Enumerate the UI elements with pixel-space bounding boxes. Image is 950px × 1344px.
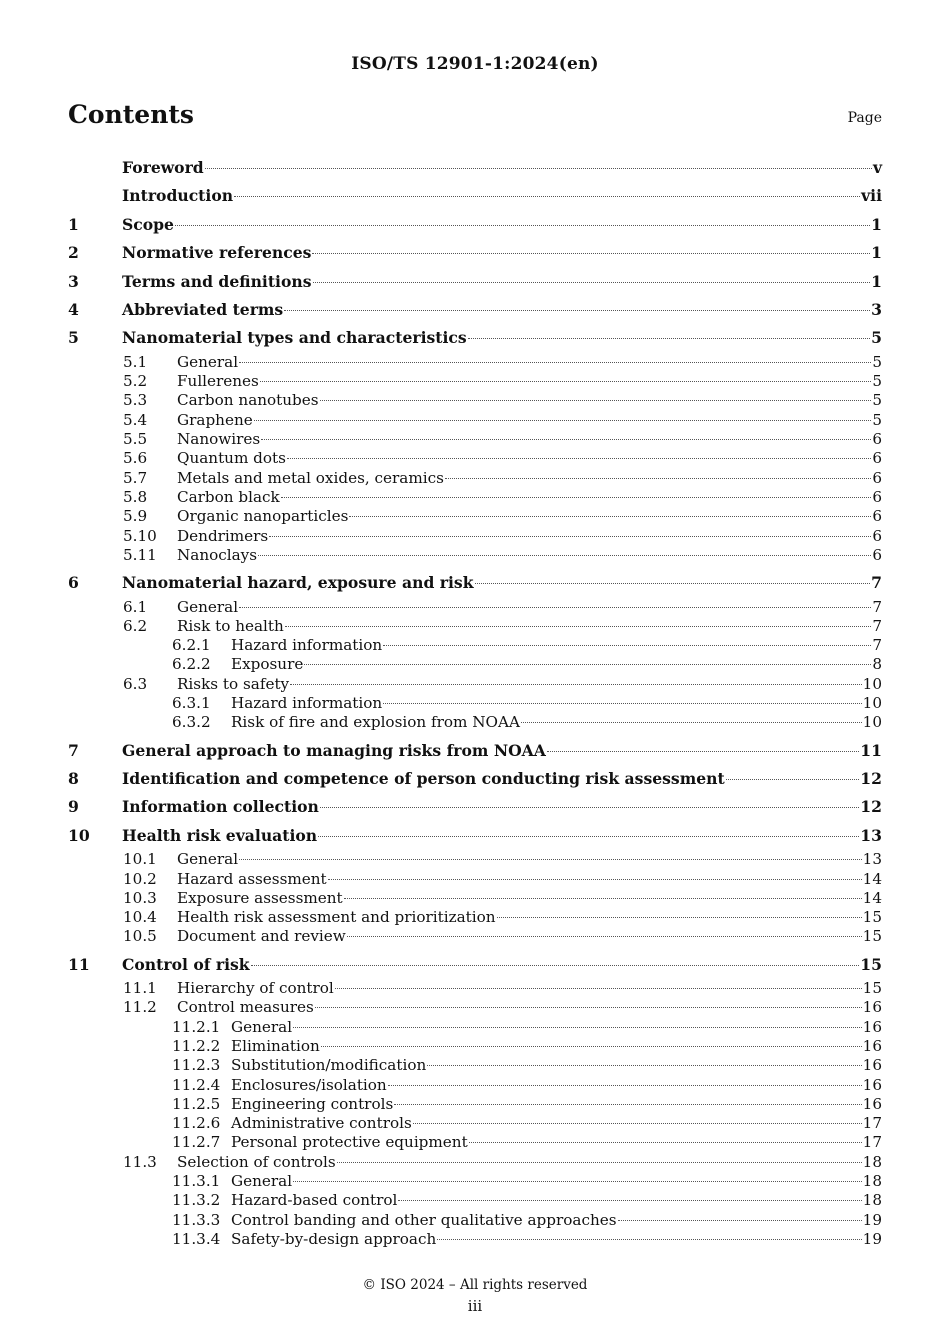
toc-entry-number: 11.2.7 [172, 1133, 221, 1152]
toc-entry-number: 5.10 [123, 526, 157, 545]
toc-entry-page: 17 [862, 1114, 882, 1133]
toc-entry-number: 5.3 [123, 391, 148, 410]
toc-entry[interactable] [68, 469, 882, 488]
toc-entry-page: 8 [872, 655, 882, 674]
toc-entry-title: Fullerenes [177, 372, 259, 391]
toc-entry-page: 16 [862, 998, 882, 1017]
toc-entry-page: 13 [862, 850, 882, 869]
dot-leader [254, 420, 872, 421]
toc-entry-page: 15 [862, 979, 882, 998]
toc-entry[interactable] [68, 411, 882, 430]
dot-leader [547, 751, 859, 752]
toc-entry-title: Selection of controls [177, 1152, 336, 1171]
toc-entry-title: Identification and competence of person conducting risk assessment [122, 769, 725, 788]
toc-entry-number: 11.2 [123, 998, 157, 1017]
dot-leader [293, 1027, 862, 1028]
toc-entry-number: 5.8 [123, 487, 148, 506]
toc-entry-page: 10 [862, 713, 882, 732]
toc-entry-page: 16 [862, 1075, 882, 1094]
dot-leader [281, 497, 872, 498]
toc-entry-page: 14 [862, 888, 882, 907]
toc-entry[interactable] [68, 1018, 882, 1037]
dot-leader [475, 583, 871, 584]
toc-entry[interactable] [68, 598, 882, 617]
toc-entry-number: 6.3.1 [172, 694, 211, 712]
toc-entry[interactable] [68, 324, 882, 352]
toc-entry-page: 17 [862, 1133, 882, 1152]
toc-entry-title: Quantum dots [177, 449, 286, 468]
toc-entry[interactable] [68, 733, 882, 765]
toc-entry-page: 10 [862, 674, 882, 693]
toc-entry-number: 10.5 [123, 927, 157, 946]
toc-entry-title: Personal protective equipment [231, 1133, 468, 1152]
toc-entry[interactable] [68, 154, 882, 182]
toc-entry-title: Exposure assessment [177, 888, 343, 907]
dot-leader [269, 536, 871, 537]
dot-leader [260, 381, 871, 382]
toc-entry-number: 11.3 [123, 1152, 157, 1171]
toc-entry-page: 18 [862, 1191, 882, 1210]
toc-entry-page: 1 [871, 271, 882, 291]
dot-leader [315, 1007, 862, 1008]
dot-leader [318, 836, 859, 837]
toc-entry-title: Control banding and other qualitative approaches [231, 1210, 617, 1229]
toc-entry-title: Risks to safety [177, 674, 290, 693]
toc-entry-number: 11.3.2 [172, 1191, 221, 1210]
toc-entry-page: 18 [862, 1152, 882, 1171]
dot-leader [285, 626, 872, 627]
dot-leader [469, 1142, 862, 1143]
toc-entry-number: 5.1 [123, 352, 148, 371]
dot-leader [239, 607, 871, 608]
dot-leader [312, 253, 870, 254]
dot-leader [337, 1162, 862, 1163]
toc-entry-title: Nanomaterial hazard, exposure and risk [122, 573, 474, 593]
toc-entry[interactable] [68, 449, 882, 468]
toc-entry-page: 7 [871, 573, 882, 593]
toc-entry-number: 5.9 [123, 507, 148, 526]
toc-entry-number: 10 [68, 825, 90, 845]
toc-entry-number: 5.4 [123, 410, 148, 429]
dot-leader [445, 478, 871, 479]
toc-entry-title: Hazard information [231, 694, 383, 712]
toc-entry-title: Nanomaterial types and characteristics [122, 328, 467, 348]
toc-entry-title: Hazard assessment [177, 869, 327, 888]
toc-entry[interactable] [68, 1191, 882, 1210]
toc-entry-number: 3 [68, 271, 79, 291]
toc-entry[interactable] [68, 391, 882, 410]
toc-entry[interactable] [68, 998, 882, 1017]
toc-entry-page: 3 [871, 300, 882, 320]
toc-entry-page: 6 [872, 487, 882, 506]
toc-entry-page: vii [861, 186, 882, 206]
toc-entry-title: Carbon nanotubes [177, 391, 319, 410]
toc-entry-title: Hazard information [231, 636, 383, 655]
toc-entry-page: 15 [862, 927, 882, 946]
toc-entry-title: Risk of fire and explosion from NOAA [231, 713, 520, 732]
dot-leader [321, 1046, 862, 1047]
toc-entry-title: Health risk evaluation [122, 825, 318, 845]
toc-entry-title: General [231, 1017, 293, 1036]
copyright-notice: © ISO 2024 – All rights reserved [362, 1277, 588, 1293]
toc-entry-title: General [231, 1172, 293, 1191]
toc-entry[interactable] [68, 713, 882, 732]
toc-entry[interactable] [68, 1056, 882, 1075]
toc-entry[interactable] [68, 546, 882, 565]
dot-leader [239, 859, 862, 860]
toc-entry[interactable] [68, 1211, 882, 1230]
toc-entry-number: 10.3 [123, 888, 157, 907]
toc-entry-title: Carbon black [177, 487, 280, 506]
toc-entry[interactable] [68, 870, 882, 889]
toc-entry-number: 11 [68, 954, 90, 974]
toc-entry-number: 10.2 [123, 869, 157, 888]
toc-entry[interactable] [68, 296, 882, 324]
toc-entry-page: 7 [872, 636, 882, 655]
toc-entry-page: 6 [872, 468, 882, 487]
toc-entry[interactable] [68, 765, 882, 793]
toc-entry-page: 19 [862, 1229, 882, 1248]
toc-entry[interactable] [68, 655, 882, 674]
toc-entry[interactable] [68, 1153, 882, 1172]
dot-leader [205, 168, 872, 169]
dot-leader [258, 555, 871, 556]
toc-entry-title: Introduction [122, 186, 234, 206]
toc-entry-title: Nanoclays [177, 545, 258, 564]
toc-entry-page: 5 [872, 352, 882, 371]
dot-leader [383, 645, 871, 646]
toc-entry-number: 11.1 [123, 979, 157, 998]
toc-entry-page: 10 [862, 694, 882, 712]
toc-entry-number: 1 [68, 214, 79, 234]
dot-leader [347, 936, 862, 937]
toc-entry-title: Document and review [177, 927, 346, 946]
toc-entry-page: 7 [872, 597, 882, 616]
toc-entry-page: 16 [862, 1037, 882, 1055]
toc-entry-number: 10.4 [123, 908, 157, 927]
toc-entry-number: 11.3.4 [172, 1229, 221, 1248]
toc-entry-number: 11.2.1 [172, 1017, 221, 1036]
dot-leader [521, 722, 862, 723]
toc-entry-title: Hierarchy of control [177, 979, 334, 998]
dot-leader [394, 1104, 861, 1105]
toc-entry-number: 6.2 [123, 616, 148, 635]
toc-entry[interactable] [68, 1114, 882, 1133]
toc-entry-title: Organic nanoparticles [177, 507, 349, 526]
toc-entry[interactable] [68, 430, 882, 449]
dot-leader [304, 664, 871, 665]
dot-leader [328, 879, 862, 880]
toc-entry-title: Nanowires [177, 430, 261, 449]
toc-entry-title: Risk to health [177, 616, 284, 635]
toc-entry-title: Graphene [177, 410, 253, 429]
toc-entry-number: 11.2.5 [172, 1094, 221, 1113]
dot-leader [287, 458, 871, 459]
dot-leader [290, 684, 862, 685]
toc-entry[interactable] [68, 268, 882, 296]
toc-entry-title: Normative references [122, 243, 312, 263]
toc-entry-title: General [177, 352, 239, 371]
toc-entry-number: 11.2.3 [172, 1056, 221, 1075]
toc-entry[interactable] [68, 1076, 882, 1095]
toc-entry[interactable] [68, 1230, 882, 1249]
toc-entry-page: 15 [860, 954, 882, 974]
toc-entry-title: Control measures [177, 998, 314, 1017]
toc-entry-page: 15 [862, 908, 882, 927]
toc-entry-page: 6 [872, 545, 882, 564]
toc-entry[interactable] [68, 617, 882, 636]
toc-entry-page: 6 [872, 449, 882, 468]
toc-entry[interactable] [68, 353, 882, 372]
toc-entry-title: General [177, 597, 239, 616]
toc-entry-page: 1 [871, 214, 882, 234]
toc-entry-page: 19 [862, 1210, 882, 1229]
toc-entry[interactable] [68, 527, 882, 546]
toc-entry-page: 16 [862, 1017, 882, 1036]
toc-entry[interactable] [68, 675, 882, 694]
toc-entry[interactable] [68, 1133, 882, 1152]
toc-entry-page: 6 [872, 526, 882, 545]
toc-entry-page: 18 [862, 1172, 882, 1191]
toc-entry-title: Exposure [231, 655, 304, 674]
dot-leader [284, 310, 870, 311]
toc-entry-number: 11.2.2 [172, 1037, 221, 1055]
toc-entry-page: 5 [871, 328, 882, 348]
toc-entry[interactable] [68, 1037, 882, 1056]
page-column-label: Page [847, 110, 882, 126]
toc-entry-number: 5 [68, 328, 79, 348]
dot-leader [344, 898, 862, 899]
toc-entry-title: Foreword [122, 158, 204, 177]
toc-entry-title: General approach to managing risks from NOAA [122, 740, 546, 760]
page-number: iii [467, 1297, 483, 1315]
toc-entry-page: 6 [872, 507, 882, 526]
toc-entry-title: Information collection [122, 797, 319, 817]
toc-entry-number: 4 [68, 300, 79, 320]
dot-leader [437, 1239, 861, 1240]
toc-entry-page: 6 [872, 430, 882, 449]
toc-entry-page: 1 [871, 243, 882, 263]
dot-leader [468, 338, 870, 339]
toc-entry-title: General [177, 850, 239, 869]
toc-entry-number: 6.2.1 [172, 636, 211, 655]
toc-entry-number: 7 [68, 740, 79, 760]
dot-leader [239, 362, 871, 363]
dot-leader [618, 1220, 862, 1221]
toc-entry-number: 5.5 [123, 430, 148, 449]
toc-entry-page: 14 [862, 869, 882, 888]
toc-entry-page: 11 [860, 740, 882, 760]
toc-entry[interactable] [68, 565, 882, 597]
toc-entry[interactable] [68, 182, 882, 210]
toc-entry[interactable] [68, 927, 882, 946]
toc-entry-number: 8 [68, 769, 79, 788]
toc-entry-number: 11.2.4 [172, 1075, 221, 1094]
dot-leader [383, 703, 862, 704]
toc-entry-number: 5.6 [123, 449, 148, 468]
toc-entry-number: 11.3.3 [172, 1210, 221, 1229]
toc-entry-number: 11.2.6 [172, 1114, 221, 1133]
toc-entry-number: 6.1 [123, 597, 148, 616]
toc-entry[interactable] [68, 947, 882, 979]
toc-entry[interactable] [68, 636, 882, 655]
dot-leader [726, 779, 860, 780]
toc-entry-number: 5.2 [123, 372, 148, 391]
toc-entry[interactable] [68, 694, 882, 713]
toc-entry[interactable] [68, 793, 882, 821]
toc-entry[interactable] [68, 239, 882, 267]
toc-entry-number: 10.1 [123, 850, 157, 869]
toc-entry[interactable] [68, 822, 882, 850]
dot-leader [293, 1181, 862, 1182]
dot-leader [398, 1200, 861, 1201]
dot-leader [313, 282, 871, 283]
toc-entry-title: Control of risk [122, 954, 250, 974]
toc-entry-number: 5.7 [123, 468, 148, 487]
toc-entry-number: 11.3.1 [172, 1172, 221, 1191]
toc-entry-number: 2 [68, 243, 79, 263]
toc-entry-title: Enclosures/isolation [231, 1075, 387, 1094]
toc-entry-number: 6 [68, 573, 79, 593]
toc-entry-title: Substitution/modification [231, 1056, 427, 1075]
toc-entry-title: Hazard-based control [231, 1191, 398, 1210]
toc-entry[interactable] [68, 889, 882, 908]
toc-entry-title: Scope [122, 214, 174, 234]
dot-leader [497, 917, 862, 918]
toc-entry-title: Dendrimers [177, 526, 269, 545]
toc-entry-title: Engineering controls [231, 1094, 394, 1113]
toc-entry[interactable] [68, 211, 882, 239]
toc-entry[interactable] [68, 1095, 882, 1114]
toc-entry-number: 6.3.2 [172, 713, 211, 732]
dot-leader [320, 807, 859, 808]
toc-entry-page: 5 [872, 410, 882, 429]
toc-entry-number: 9 [68, 797, 79, 817]
document-id: ISO/TS 12901-1:2024(en) [351, 54, 599, 74]
dot-leader [335, 988, 862, 989]
toc-entry[interactable] [68, 850, 882, 869]
toc-entry-number: 6.2.2 [172, 655, 211, 674]
dot-leader [388, 1085, 862, 1086]
toc-entry-page: 12 [860, 769, 882, 788]
dot-leader [427, 1065, 861, 1066]
toc-entry-page: 5 [872, 391, 882, 410]
toc-entry-page: 5 [872, 372, 882, 391]
toc-entry-page: 12 [860, 797, 882, 817]
dot-leader [413, 1123, 862, 1124]
toc-entry-page: 7 [872, 616, 882, 635]
toc-entry-title: Health risk assessment and prioritization [177, 908, 496, 927]
toc-entry-page: 16 [862, 1094, 882, 1113]
dot-leader [234, 196, 860, 197]
table-of-contents [68, 154, 882, 1249]
dot-leader [261, 439, 871, 440]
toc-entry-title: Abbreviated terms [122, 300, 284, 320]
toc-entry[interactable] [68, 488, 882, 507]
toc-entry[interactable] [68, 908, 882, 927]
dot-leader [175, 225, 870, 226]
toc-entry-page: 13 [860, 825, 882, 845]
dot-leader [251, 965, 860, 966]
contents-title: Contents [68, 100, 195, 129]
toc-entry[interactable] [68, 979, 882, 998]
toc-entry[interactable] [68, 1172, 882, 1191]
toc-entry[interactable] [68, 507, 882, 526]
toc-entry-page: 16 [862, 1056, 882, 1075]
toc-entry-title: Terms and definitions [122, 271, 312, 291]
toc-entry[interactable] [68, 372, 882, 391]
toc-entry-title: Metals and metal oxides, ceramics [177, 468, 444, 487]
toc-entry-number: 6.3 [123, 674, 148, 693]
dot-leader [320, 400, 872, 401]
toc-entry-page: v [872, 158, 882, 177]
toc-entry-title: Administrative controls [231, 1114, 412, 1133]
toc-entry-title: Elimination [231, 1037, 320, 1055]
toc-entry-title: Safety-by-design approach [231, 1229, 437, 1248]
toc-entry-number: 5.11 [123, 545, 157, 564]
dot-leader [349, 516, 871, 517]
